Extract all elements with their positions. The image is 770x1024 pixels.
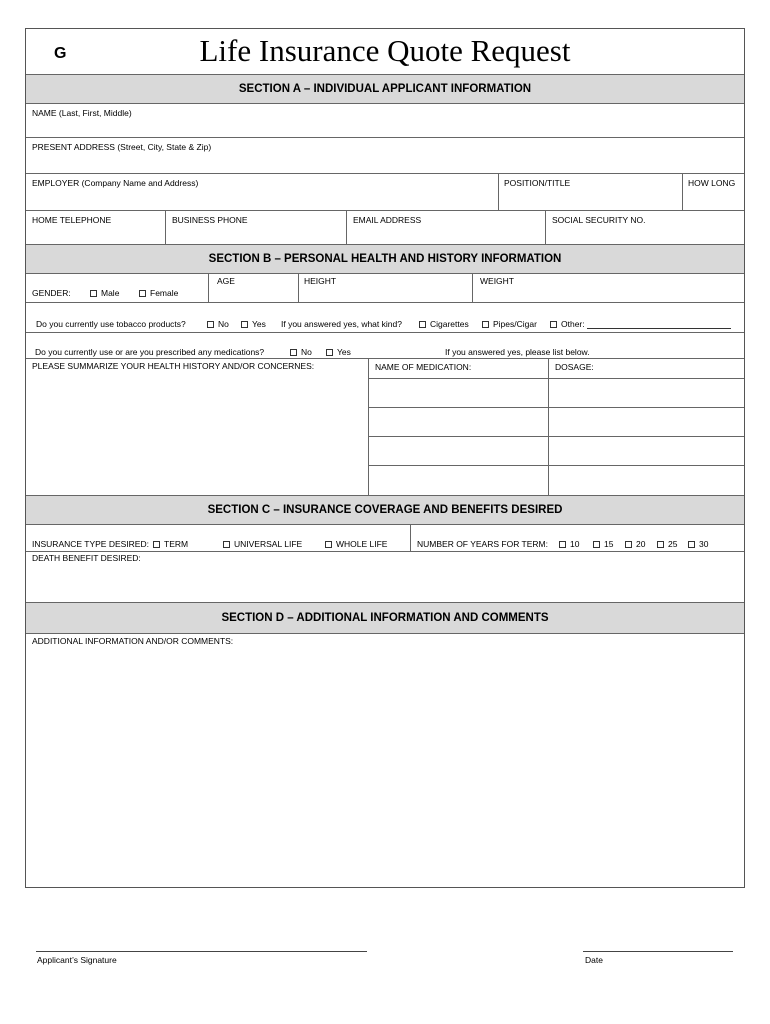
health-history-label: PLEASE SUMMARIZE YOUR HEALTH HISTORY AND/OR CONCERNES: bbox=[32, 361, 315, 371]
checkbox-term[interactable] bbox=[153, 541, 160, 548]
name-label: NAME (Last, First, Middle) bbox=[32, 108, 132, 118]
meds-yes-option[interactable] bbox=[326, 347, 351, 357]
pipes-option[interactable] bbox=[482, 319, 537, 329]
medication-name-input[interactable] bbox=[369, 437, 548, 465]
signature-line[interactable] bbox=[36, 951, 367, 952]
medications-row bbox=[26, 333, 744, 359]
gender-label: GENDER: bbox=[32, 288, 71, 298]
checkbox-male[interactable] bbox=[90, 290, 97, 297]
checkbox-term-30[interactable] bbox=[688, 541, 695, 548]
term-label: TERM bbox=[164, 539, 189, 549]
weight-field[interactable] bbox=[473, 274, 744, 302]
gender-male-option[interactable] bbox=[90, 288, 119, 298]
date-line[interactable] bbox=[583, 951, 733, 952]
cigarettes-label: Cigarettes bbox=[430, 319, 469, 329]
checkbox-pipes[interactable] bbox=[482, 321, 489, 328]
how-long-field[interactable] bbox=[683, 174, 744, 210]
tobacco-row bbox=[26, 303, 744, 333]
email-field[interactable] bbox=[347, 211, 545, 244]
checkbox-female[interactable] bbox=[139, 290, 146, 297]
checkbox-tobacco-no[interactable] bbox=[207, 321, 214, 328]
meds-list-instruction: If you answered yes, please list below. bbox=[445, 347, 590, 357]
term-15-option[interactable] bbox=[593, 539, 613, 549]
whole-life-label: WHOLE LIFE bbox=[336, 539, 388, 549]
universal-life-option[interactable] bbox=[223, 539, 302, 549]
term-15-label: 15 bbox=[604, 539, 614, 549]
tobacco-yes-option[interactable] bbox=[241, 319, 266, 329]
checkbox-tobacco-yes[interactable] bbox=[241, 321, 248, 328]
yes-label: Yes bbox=[252, 319, 266, 329]
medication-name-input[interactable] bbox=[369, 466, 548, 494]
home-phone-label: HOME TELEPHONE bbox=[32, 215, 112, 225]
checkbox-whole-life[interactable] bbox=[325, 541, 332, 548]
other-option[interactable] bbox=[550, 319, 731, 329]
section-c-heading: SECTION C – INSURANCE COVERAGE AND BENEFITS DESIRED bbox=[26, 495, 744, 525]
term-25-option[interactable] bbox=[657, 539, 677, 549]
term-30-option[interactable] bbox=[688, 539, 708, 549]
age-label: AGE bbox=[217, 276, 235, 286]
age-field[interactable] bbox=[209, 274, 298, 302]
tobacco-kind-question: If you answered yes, what kind? bbox=[281, 319, 402, 329]
height-label: HEIGHT bbox=[304, 276, 337, 286]
quote-request-form bbox=[25, 28, 745, 888]
date-label: Date bbox=[585, 955, 603, 965]
female-label: Female bbox=[150, 288, 179, 298]
dosage-input[interactable] bbox=[549, 466, 744, 494]
position-field[interactable] bbox=[499, 174, 681, 210]
comments-label: ADDITIONAL INFORMATION AND/OR COMMENTS: bbox=[32, 636, 234, 646]
term-25-label: 25 bbox=[668, 539, 678, 549]
demographics-row bbox=[26, 274, 744, 303]
checkbox-meds-yes[interactable] bbox=[326, 349, 333, 356]
term-years-label: NUMBER OF YEARS FOR TERM: bbox=[417, 539, 548, 549]
whole-life-option[interactable] bbox=[325, 539, 387, 549]
company-logo: G bbox=[54, 45, 67, 62]
coverage-row bbox=[26, 525, 744, 552]
comments-field[interactable] bbox=[26, 634, 744, 887]
cigarettes-option[interactable] bbox=[419, 319, 469, 329]
address-field[interactable] bbox=[26, 138, 744, 174]
gender-female-option[interactable] bbox=[139, 288, 178, 298]
divider bbox=[410, 525, 411, 551]
tobacco-question: Do you currently use tobacco products? bbox=[36, 319, 186, 329]
contact-row bbox=[26, 211, 744, 244]
meds-no-option[interactable] bbox=[290, 347, 312, 357]
tobacco-no-option[interactable] bbox=[207, 319, 229, 329]
business-phone-label: BUSINESS PHONE bbox=[172, 215, 248, 225]
weight-label: WEIGHT bbox=[480, 276, 514, 286]
term-20-option[interactable] bbox=[625, 539, 645, 549]
death-benefit-field[interactable] bbox=[26, 552, 744, 602]
email-label: EMAIL ADDRESS bbox=[353, 215, 422, 225]
medication-name-header: NAME OF MEDICATION: bbox=[375, 362, 472, 372]
dosage-input[interactable] bbox=[549, 437, 744, 465]
business-phone-field[interactable] bbox=[166, 211, 345, 244]
term-option[interactable] bbox=[153, 539, 188, 549]
checkbox-term-20[interactable] bbox=[625, 541, 632, 548]
health-history-field[interactable] bbox=[26, 359, 368, 495]
checkbox-cigarettes[interactable] bbox=[419, 321, 426, 328]
home-phone-field[interactable] bbox=[26, 211, 165, 244]
employer-field[interactable] bbox=[26, 174, 498, 210]
page-title: Life Insurance Quote Request bbox=[199, 33, 571, 68]
position-label: POSITION/TITLE bbox=[504, 178, 571, 188]
section-d-heading: SECTION D – ADDITIONAL INFORMATION AND COMMENTS bbox=[26, 602, 744, 634]
height-field[interactable] bbox=[299, 274, 472, 302]
checkbox-universal-life[interactable] bbox=[223, 541, 230, 548]
medications-question: Do you currently use or are you prescribed any medications? bbox=[35, 347, 265, 357]
dosage-input[interactable] bbox=[549, 379, 744, 407]
employer-label: EMPLOYER (Company Name and Address) bbox=[32, 178, 199, 188]
how-long-label: HOW LONG bbox=[688, 178, 736, 188]
checkbox-term-25[interactable] bbox=[657, 541, 664, 548]
medication-name-input[interactable] bbox=[369, 379, 548, 407]
other-input[interactable] bbox=[587, 320, 731, 329]
dosage-input[interactable] bbox=[549, 408, 744, 436]
employment-row bbox=[26, 174, 744, 211]
ssn-label: SOCIAL SECURITY NO. bbox=[552, 215, 646, 225]
dosage-header: DOSAGE: bbox=[555, 362, 594, 372]
section-b-heading: SECTION B – PERSONAL HEALTH AND HISTORY INFORMATION bbox=[26, 244, 744, 274]
checkbox-meds-no[interactable] bbox=[290, 349, 297, 356]
signature-label: Applicant’s Signature bbox=[37, 955, 117, 965]
term-30-label: 30 bbox=[699, 539, 709, 549]
no-label: No bbox=[218, 319, 229, 329]
death-benefit-label: DEATH BENEFIT DESIRED: bbox=[32, 553, 141, 563]
medication-name-input[interactable] bbox=[369, 408, 548, 436]
yes-label: Yes bbox=[337, 347, 351, 357]
checkbox-other[interactable] bbox=[550, 321, 557, 328]
name-field[interactable] bbox=[26, 104, 744, 138]
checkbox-term-15[interactable] bbox=[593, 541, 600, 548]
no-label: No bbox=[301, 347, 312, 357]
section-a-heading: SECTION A – INDIVIDUAL APPLICANT INFORMATION bbox=[26, 74, 744, 104]
other-label: Other: bbox=[561, 319, 585, 329]
address-label: PRESENT ADDRESS (Street, City, State & Zip) bbox=[32, 142, 212, 152]
term-10-option[interactable] bbox=[559, 539, 579, 549]
term-20-label: 20 bbox=[636, 539, 646, 549]
universal-life-label: UNIVERSAL LIFE bbox=[234, 539, 303, 549]
male-label: Male bbox=[101, 288, 120, 298]
pipes-label: Pipes/Cigar bbox=[493, 319, 537, 329]
insurance-type-label: INSURANCE TYPE DESIRED: bbox=[32, 539, 149, 549]
term-10-label: 10 bbox=[570, 539, 580, 549]
ssn-field[interactable] bbox=[546, 211, 744, 244]
checkbox-term-10[interactable] bbox=[559, 541, 566, 548]
